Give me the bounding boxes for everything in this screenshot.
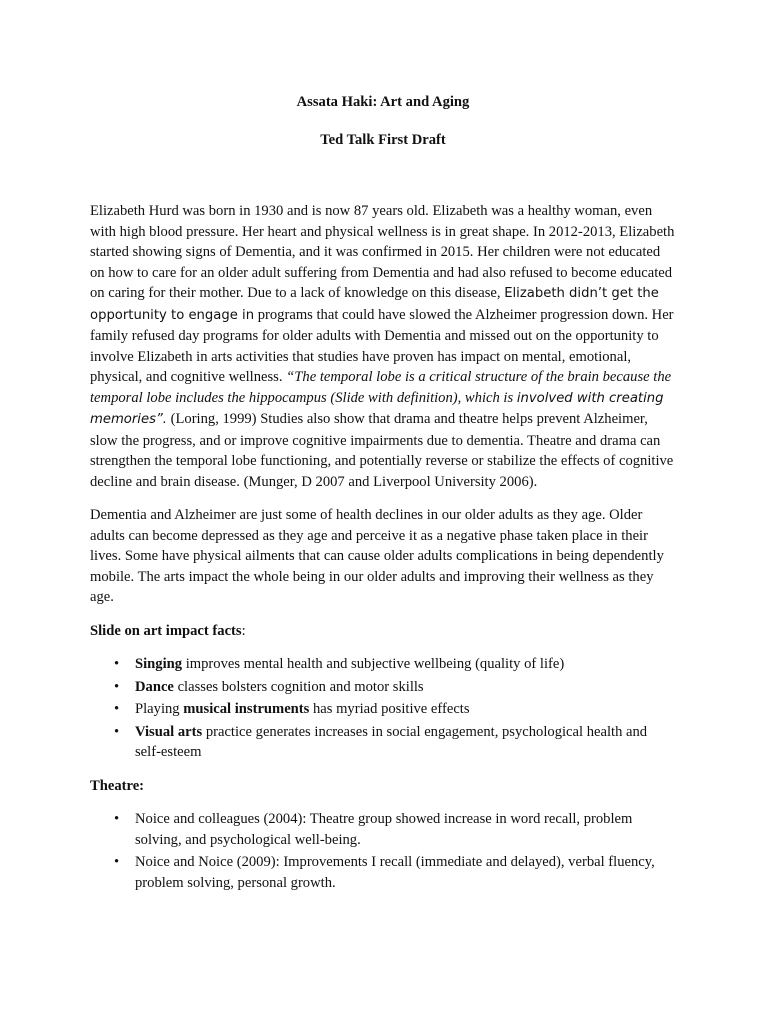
list-item bbox=[90, 722, 676, 763]
list-item-bold: Dance bbox=[135, 678, 174, 695]
slide-label-suffix: : bbox=[241, 622, 246, 639]
list-item-text: Noice and Noice (2009): Improvements I recall (immediate and delayed), verbal fluency, problem solving, personal growth. bbox=[135, 854, 655, 891]
bullet-icon: • bbox=[114, 723, 120, 740]
list-item bbox=[90, 654, 676, 675]
list-item-rest: improves mental health and subjective wellbeing (quality of life) bbox=[182, 656, 565, 672]
list-item-lead: Playing bbox=[135, 701, 184, 717]
paragraph-text: programs that could have slowed the Alzheimer progression down. Her family refused day programs for older adults with Dementia and missed out on the opportunity to involve Elizabeth in arts activities that studies have proven has impact on mental, emotional, physical, and cognitive wellness. bbox=[90, 306, 674, 385]
bullet-icon: • bbox=[114, 678, 120, 695]
bullet-icon: • bbox=[114, 701, 120, 717]
list-item-rest: has myriad positive effects bbox=[309, 701, 470, 717]
slide-label bbox=[90, 621, 676, 642]
paragraph-dementia: Dementia and Alzheimer are just some of health declines in our older adults as they age. Older adults can become depressed as they age and perceive it as a negative phase taken place in their lives. Some have physical ailments that can cause older adults complications in being dependently mobile. The arts impact the whole being in our older adults and improving their wellness as they age. bbox=[90, 507, 664, 605]
paragraph-elizabeth bbox=[90, 201, 676, 492]
list-item-rest: classes bolsters cognition and motor skills bbox=[173, 678, 424, 695]
quote-text: involved with creating memories”. bbox=[90, 390, 664, 427]
list-item bbox=[90, 852, 676, 893]
list-item-bold: musical instruments bbox=[183, 701, 310, 717]
slide-label-text: Slide on art impact facts bbox=[90, 622, 242, 639]
theatre-list bbox=[90, 809, 676, 893]
list-item-text: Noice and colleagues (2004): Theatre group showed increase in word recall, problem solving, and psychological well-being. bbox=[135, 811, 633, 848]
paragraph-text: Elizabeth didn’t get the opportunity to engage in bbox=[90, 286, 659, 323]
list-item bbox=[90, 809, 676, 850]
bullet-icon: • bbox=[114, 656, 120, 672]
bullet-icon: • bbox=[114, 854, 120, 870]
paragraph-text: (Loring, 1999) Studies also show that drama and theatre helps prevent Alzheimer, slow the progress, and or improve cognitive impairments due to dementia. Theatre and drama can strengthen the temporal lobe functioning, and potentially reverse or stabilize the effects of cognitive decline and brain disease. (Munger, D 2007 and Liverpool University 2006). bbox=[90, 411, 674, 490]
list-item-rest: practice generates increases in social engagement, psychological health and self-esteem bbox=[135, 723, 648, 760]
document-subtitle: Ted Talk First Draft bbox=[320, 132, 446, 148]
list-item-bold: Visual arts bbox=[135, 723, 203, 740]
quote-text: “The temporal lobe is a critical structure of the brain because the temporal lobe includes the hippocampus (Slide with definition), which is bbox=[90, 369, 672, 406]
list-item-bold: Singing bbox=[135, 656, 183, 672]
art-facts-list bbox=[90, 654, 676, 763]
theatre-heading: Theatre: bbox=[90, 777, 145, 794]
document-title: Assata Haki: Art and Aging bbox=[296, 94, 470, 110]
list-item bbox=[90, 677, 676, 698]
paragraph-text: Elizabeth Hurd was born in 1930 and is now 87 years old. Elizabeth was a healthy woman, even with high blood pressure. Her heart and physical wellness is in great shape. In 2012-2013, Elizabeth started showing signs of Dementia, and it was confirmed in 2015. Her children were not educated on how to care for an older adult suffering from Dementia and had also refused to become educated on caring for their mother. Due to a lack of knowledge on this disease, bbox=[90, 203, 675, 301]
bullet-icon: • bbox=[114, 811, 120, 827]
list-item bbox=[90, 699, 676, 720]
